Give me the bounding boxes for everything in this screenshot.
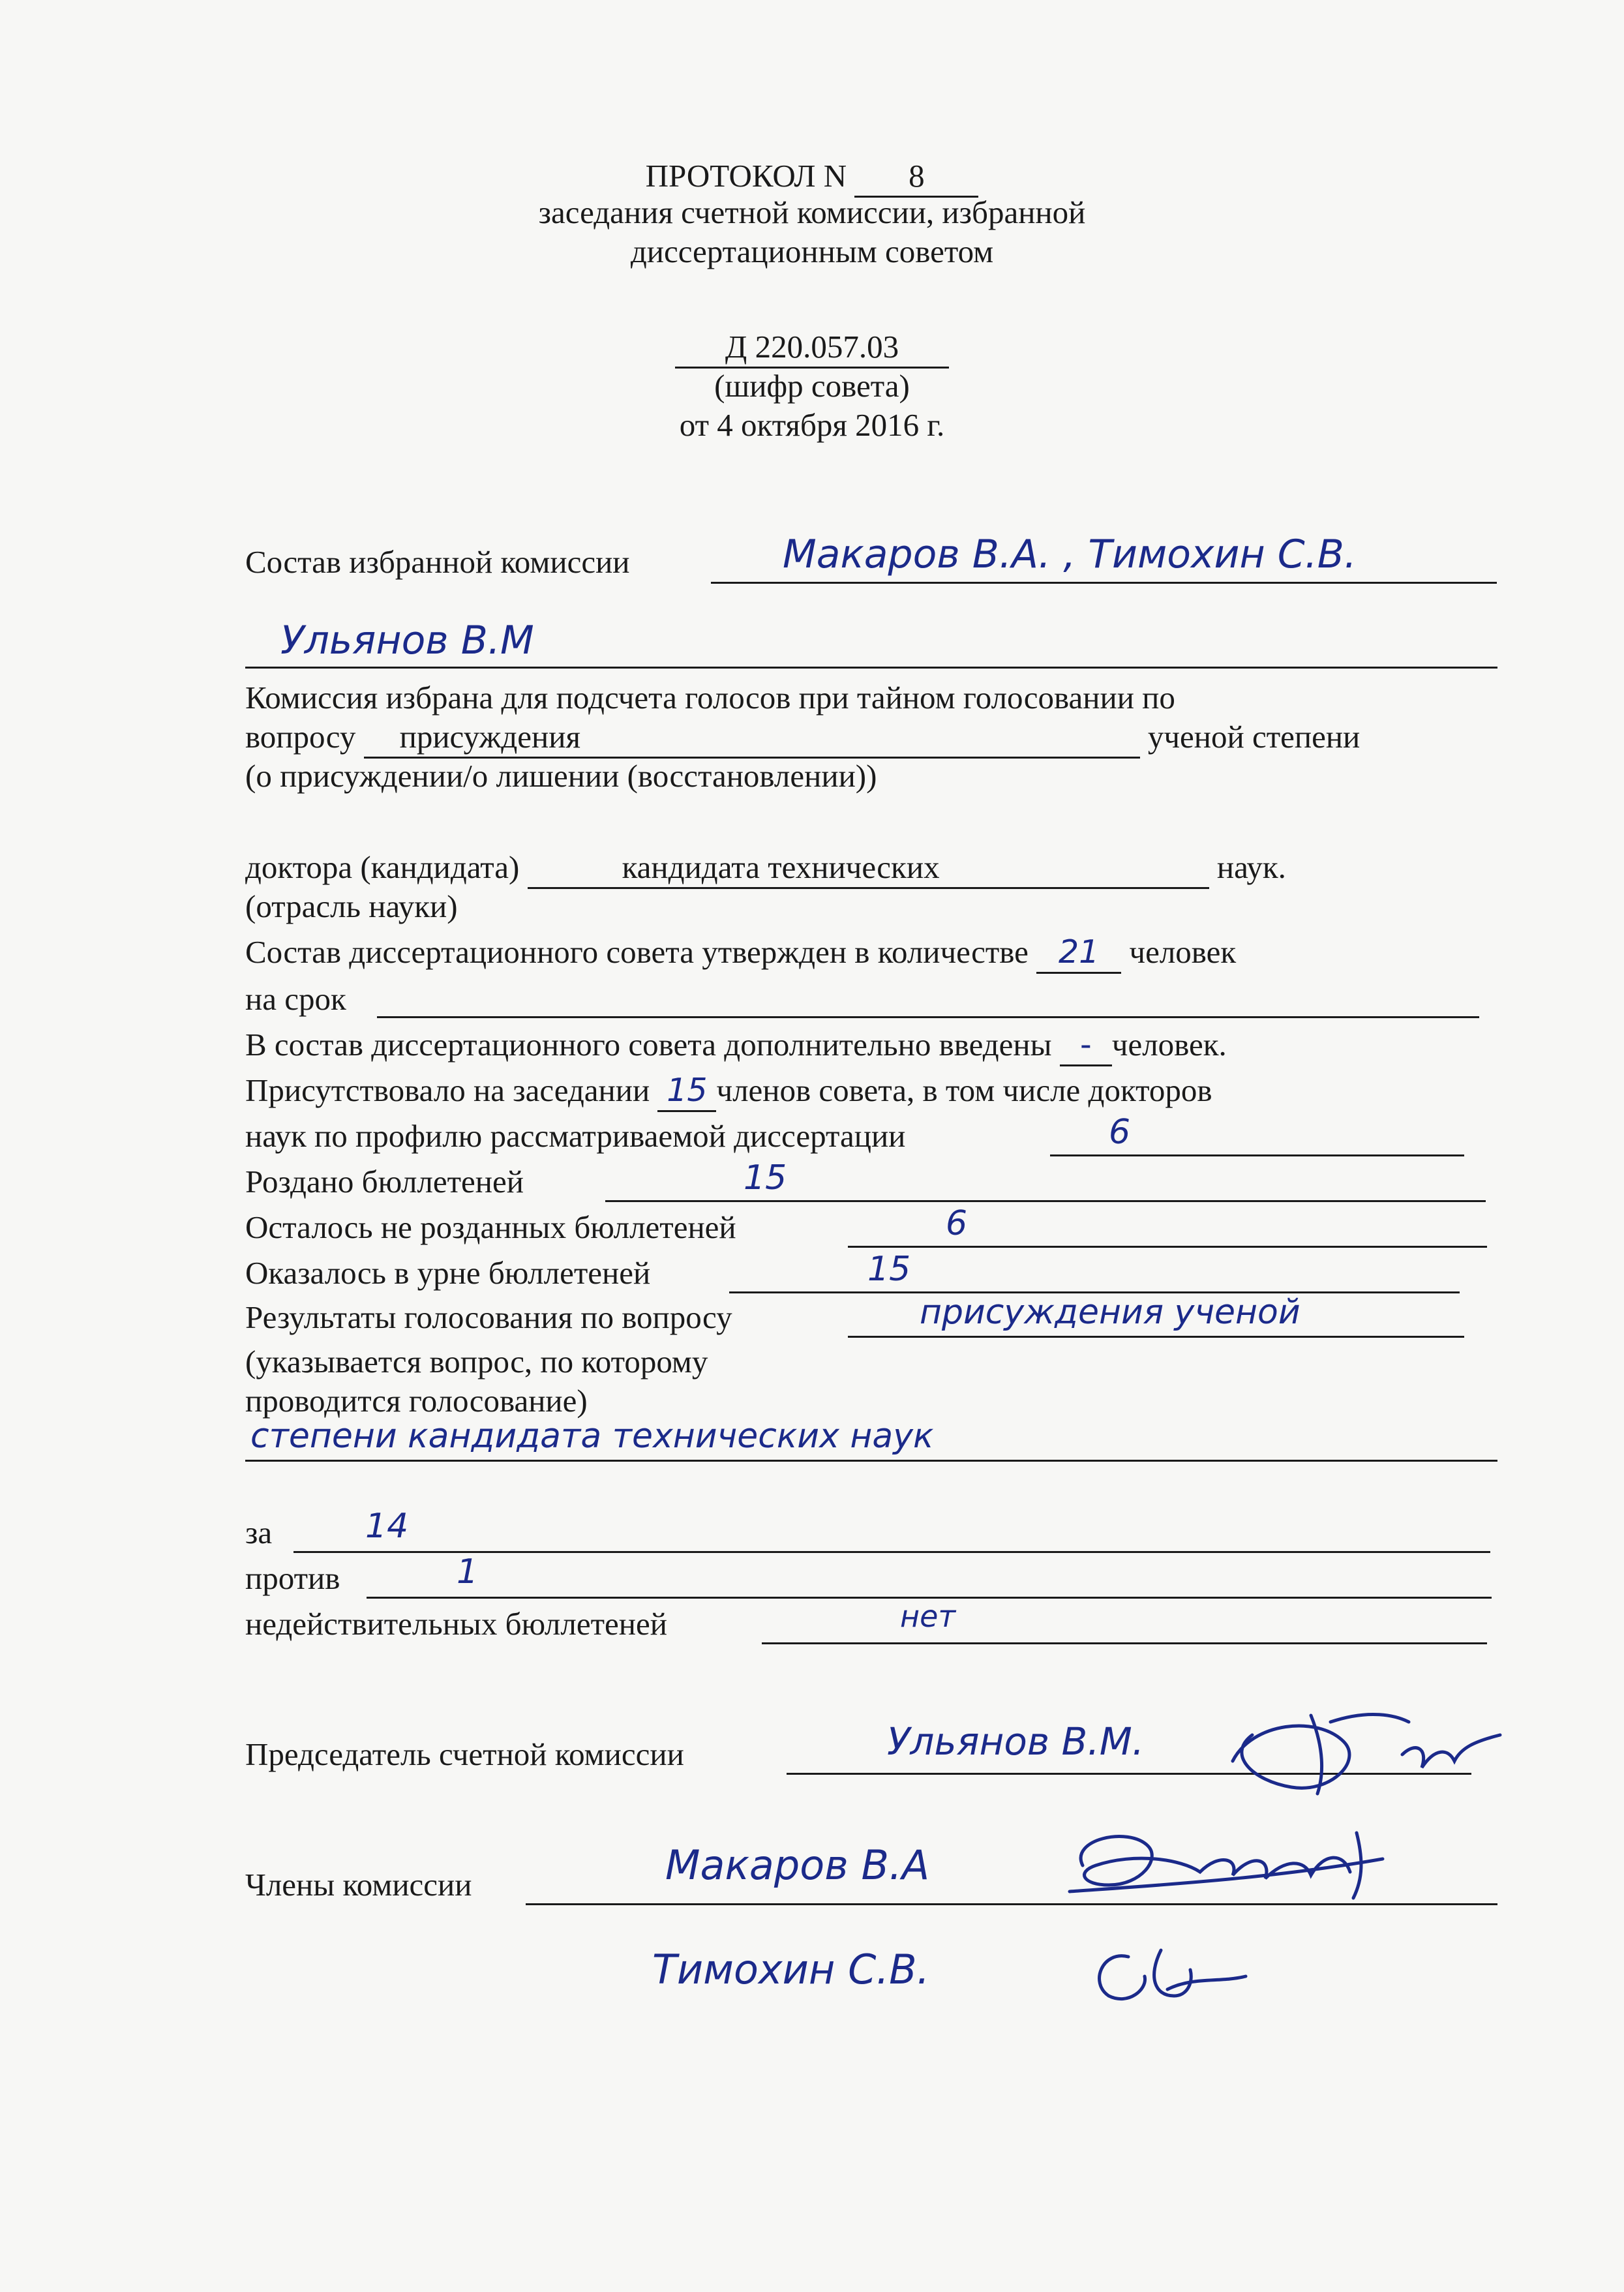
profile-count: 6 <box>1109 1113 1131 1152</box>
council-approved: Состав диссертационного совета утвержден в количестве 21 человек <box>245 933 1236 974</box>
header-line-3: диссертационным советом <box>630 234 994 269</box>
members-label: Члены комиссии <box>245 1867 472 1903</box>
member-2-name: Тимохин С.В. <box>652 1946 930 1993</box>
results-note-1: (указывается вопрос, по которому <box>245 1344 708 1380</box>
purpose-line-4: доктора (кандидата) кандидата технических наук. <box>245 848 1286 889</box>
protocol-title <box>0 157 1624 198</box>
votes-for-label: за <box>245 1515 273 1550</box>
present-count: 15 <box>667 1072 708 1109</box>
member-1-name: Макаров В.А <box>665 1841 930 1889</box>
invalid-ballots-label: недействительных бюллетеней <box>245 1606 667 1642</box>
commission-rule-2 <box>245 667 1497 669</box>
results-note-2: проводится голосование) <box>245 1383 588 1419</box>
council-present: Присутствовало на заседании 15 членов совета, в том числе докторов <box>245 1071 1212 1112</box>
ballots-remaining-value: 6 <box>946 1204 968 1243</box>
commission-members-line-1: Макаров В.А. , Тимохин С.В. <box>783 532 1357 577</box>
chair-name: Ульянов В.М. <box>887 1719 1145 1764</box>
ballots-remaining-label: Осталось не розданных бюллетеней <box>245 1209 736 1245</box>
results-question-line-2: степени кандидата технических наук <box>250 1417 934 1456</box>
commission-members-line-2: Ульянов В.М <box>280 618 534 663</box>
ballots-urn-label: Оказалось в урне бюллетеней <box>245 1255 651 1291</box>
council-term-label: на срок <box>245 981 346 1017</box>
results-rule-1 <box>848 1336 1464 1338</box>
question-value: присуждения <box>399 719 581 755</box>
commission-rule-1 <box>711 582 1497 584</box>
purpose-line-2: вопросу присуждения ученой степени <box>245 717 1360 759</box>
member-1-signature <box>1057 1813 1396 1911</box>
votes-against-label: против <box>245 1560 340 1596</box>
protocol-label: ПРОТОКОЛ N <box>645 158 847 194</box>
votes-against-value: 1 <box>457 1552 479 1591</box>
protocol-date: от 4 октября 2016 г. <box>679 407 945 443</box>
chair-label: Председатель счетной комиссии <box>245 1736 684 1772</box>
degree-field-value: кандидата технических <box>622 849 940 885</box>
approved-count: 21 <box>1058 933 1100 971</box>
council-profile-label: наук по профилю рассматриваемой диссертации <box>245 1118 906 1154</box>
ballots-remaining-rule <box>848 1246 1487 1248</box>
invalid-ballots-rule <box>762 1642 1487 1644</box>
added-count: - <box>1079 1026 1092 1063</box>
commission-label: Состав избранной комиссии <box>245 544 630 580</box>
votes-for-value: 14 <box>365 1507 409 1546</box>
results-rule-2 <box>245 1460 1497 1462</box>
chair-signature <box>1213 1696 1526 1807</box>
protocol-number: 8 <box>854 157 978 198</box>
term-rule <box>377 1016 1479 1018</box>
results-label: Результаты голосования по вопросу <box>245 1299 732 1335</box>
ballots-issued-value: 15 <box>744 1158 787 1198</box>
ballots-urn-value: 15 <box>867 1250 911 1289</box>
header-line-2: заседания счетной комиссии, избранной <box>538 194 1086 230</box>
results-question-line-1: присуждения ученой <box>920 1293 1301 1332</box>
invalid-ballots-value: нет <box>900 1599 956 1634</box>
council-code-caption: (шифр совета) <box>714 368 910 404</box>
purpose-line-1: Комиссия избрана для подсчета голосов при тайном голосовании по <box>245 680 1175 716</box>
council-code: Д 220.057.03 <box>0 327 1624 369</box>
ballots-issued-rule <box>605 1200 1486 1202</box>
council-added: В состав диссертационного совета дополнительно введены - человек. <box>245 1025 1227 1066</box>
member-2-signature <box>1083 1931 1252 2015</box>
purpose-line-3: (о присуждении/о лишении (восстановлении)) <box>245 758 877 794</box>
purpose-line-5: (отрасль науки) <box>245 888 458 924</box>
ballots-issued-label: Роздано бюллетеней <box>245 1164 524 1199</box>
profile-rule <box>1050 1154 1464 1156</box>
